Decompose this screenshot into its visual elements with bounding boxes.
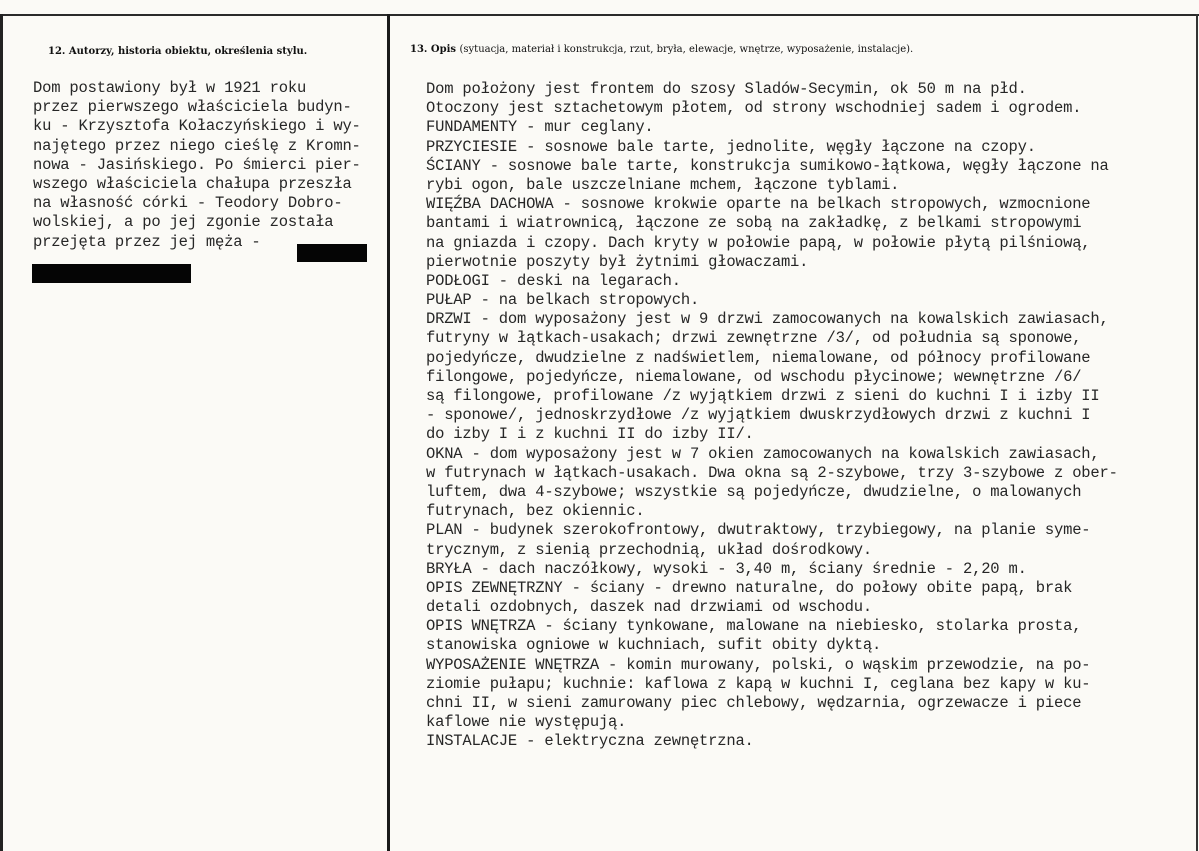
text-line: - sponowe/, jednoskrzydłowe /z wyjątkiem dwuskrzydłowych drzwi z kuchni I bbox=[426, 406, 1091, 425]
text-line: INSTALACJE - elektryczna zewnętrzna. bbox=[426, 732, 754, 751]
text-line: FUNDAMENTY - mur ceglany. bbox=[426, 118, 654, 137]
text-line: pojedyńcze, dwudzielne z nadświetlem, niemalowane, od północy profilowane bbox=[426, 348, 1091, 367]
text-line: nowa - Jasińskiego. Po śmierci pier- bbox=[33, 155, 361, 174]
text-line: WYPOSAŻENIE WNĘTRZA - komin murowany, polski, o wąskim przewodzie, na po- bbox=[426, 655, 1091, 674]
text-line: bantami i wiatrownicą, łączone ze sobą na zakładkę, z belkami stropowymi bbox=[426, 214, 1082, 233]
text-line: kaflowe nie występują. bbox=[426, 713, 627, 732]
text-line: detali ozdobnych, daszek nad drzwiami od wschodu. bbox=[426, 598, 872, 617]
text-line: OPIS ZEWNĘTRZNY - ściany - drewno naturalne, do połowy obite papą, brak bbox=[426, 578, 1073, 597]
text-line: ku - Krzysztofa Kołaczyńskiego i wy- bbox=[33, 117, 361, 136]
text-line: chni II, w sieni zamurowany piec chlebowy, wędzarnia, ogrzewacze i piece bbox=[426, 694, 1082, 712]
text-line: najętego przez niego cieślę z Kromn- bbox=[33, 136, 361, 155]
text-line: futryny w łątkach-usakach; drzwi zewnętrzne /3/, od południa są sponowe, bbox=[426, 329, 1082, 348]
text-line: rybi ogon, bale uszczelniane mchem, łączone tyblami. bbox=[426, 175, 900, 194]
text-line: wszego właściciela chałupa przeszła bbox=[33, 174, 352, 193]
text-line: luftem, dwa 4-szybowe; wszystkie są pojedyńcze, dwudzielne, o malowanych bbox=[426, 482, 1082, 501]
redaction-bar bbox=[297, 244, 367, 262]
text-line: przejęta przez jej męża - bbox=[33, 232, 261, 251]
text-line: ŚCIANY - sosnowe bale tarte, konstrukcja sumikowo-łątkowa, węgły łączone na bbox=[426, 156, 1109, 175]
text-line: pierwotnie poszyty był żytnimi głowaczami. bbox=[426, 252, 809, 271]
column-divider bbox=[387, 14, 390, 851]
section-12-heading: 12. Autorzy, historia obiektu, określenia stylu. bbox=[48, 46, 308, 57]
top-border-line bbox=[0, 14, 1199, 16]
text-line: PUŁAP - na belkach stropowych. bbox=[426, 291, 700, 310]
text-line: na gniazda i czopy. Dach kryty w połowie papą, w połowie płytą pilśniową, bbox=[426, 233, 1091, 252]
text-line: są filongowe, profilowane /z wyjątkiem drzwi z sieni do kuchni I i izby II bbox=[426, 387, 1100, 405]
text-line: PODŁOGI - deski na legarach. bbox=[426, 271, 681, 290]
text-line: wolskiej, a po jej zgonie została bbox=[33, 213, 334, 232]
text-line: PRZYCIESIE - sosnowe bale tarte, jednolite, węgły łączone na czopy. bbox=[426, 137, 1036, 156]
text-line: filongowe, pojedyńcze, niemalowane, od wschodu płycinowe; wewnętrzne /6/ bbox=[426, 367, 1082, 386]
section-13-heading bbox=[410, 44, 913, 55]
right-border-line bbox=[1196, 14, 1198, 851]
text-line: Dom postawiony był w 1921 roku bbox=[33, 79, 307, 97]
section-13-typed-text bbox=[426, 80, 1118, 752]
text-line: WIĘŹBA DACHOWA - sosnowe krokwie oparte na belkach stropowych, wzmocnione bbox=[426, 195, 1091, 214]
text-line: Otoczony jest sztachetowym płotem, od strony wschodniej sadem i ogrodem. bbox=[426, 99, 1082, 118]
text-line: w futrynach w łątkach-usakach. Dwa okna są 2-szybowe, trzy 3-szybowe z ober- bbox=[426, 463, 1118, 482]
text-line: przez pierwszego właściciela budyn- bbox=[33, 98, 352, 117]
text-line: BRYŁA - dach naczółkowy, wysoki - 3,40 m, ściany średnie - 2,20 m. bbox=[426, 559, 1027, 578]
text-line: OPIS WNĘTRZA - ściany tynkowane, malowane na niebiesko, stolarka prosta, bbox=[426, 617, 1082, 636]
redaction-bar bbox=[32, 264, 191, 283]
section-13-heading-detail: (sytuacja, materiał i konstrukcja, rzut, bryła, elewacje, wnętrze, wyposażenie, instalacje). bbox=[459, 44, 914, 55]
text-line: stanowiska ogniowe w kuchniach, sufit obity dyktą. bbox=[426, 636, 882, 655]
section-13-heading-number: 13. Opis bbox=[410, 44, 457, 55]
left-border-line bbox=[0, 14, 3, 851]
text-line: ziomie pułapu; kuchnie: kaflowa z kapą w kuchni I, ceglana bez kapy w ku- bbox=[426, 674, 1091, 693]
text-line: do izby I i z kuchni II do izby II/. bbox=[426, 425, 754, 444]
text-line: na własność córki - Teodory Dobro- bbox=[33, 194, 343, 213]
text-line: OKNA - dom wyposażony jest w 7 okien zamocowanych na kowalskich zawiasach, bbox=[426, 444, 1100, 463]
text-line: DRZWI - dom wyposażony jest w 9 drzwi zamocowanych na kowalskich zawiasach, bbox=[426, 310, 1109, 329]
text-line: futrynach, bez okiennic. bbox=[426, 502, 645, 521]
text-line: trycznym, z sienią przechodnią, układ dośrodkowy. bbox=[426, 540, 872, 559]
section-12-typed-text bbox=[33, 79, 361, 252]
text-line: Dom położony jest frontem do szosy Sladów-Secymin, ok 50 m na płd. bbox=[426, 80, 1027, 98]
text-line: PLAN - budynek szerokofrontowy, dwutraktowy, trzybiegowy, na planie syme- bbox=[426, 521, 1091, 540]
